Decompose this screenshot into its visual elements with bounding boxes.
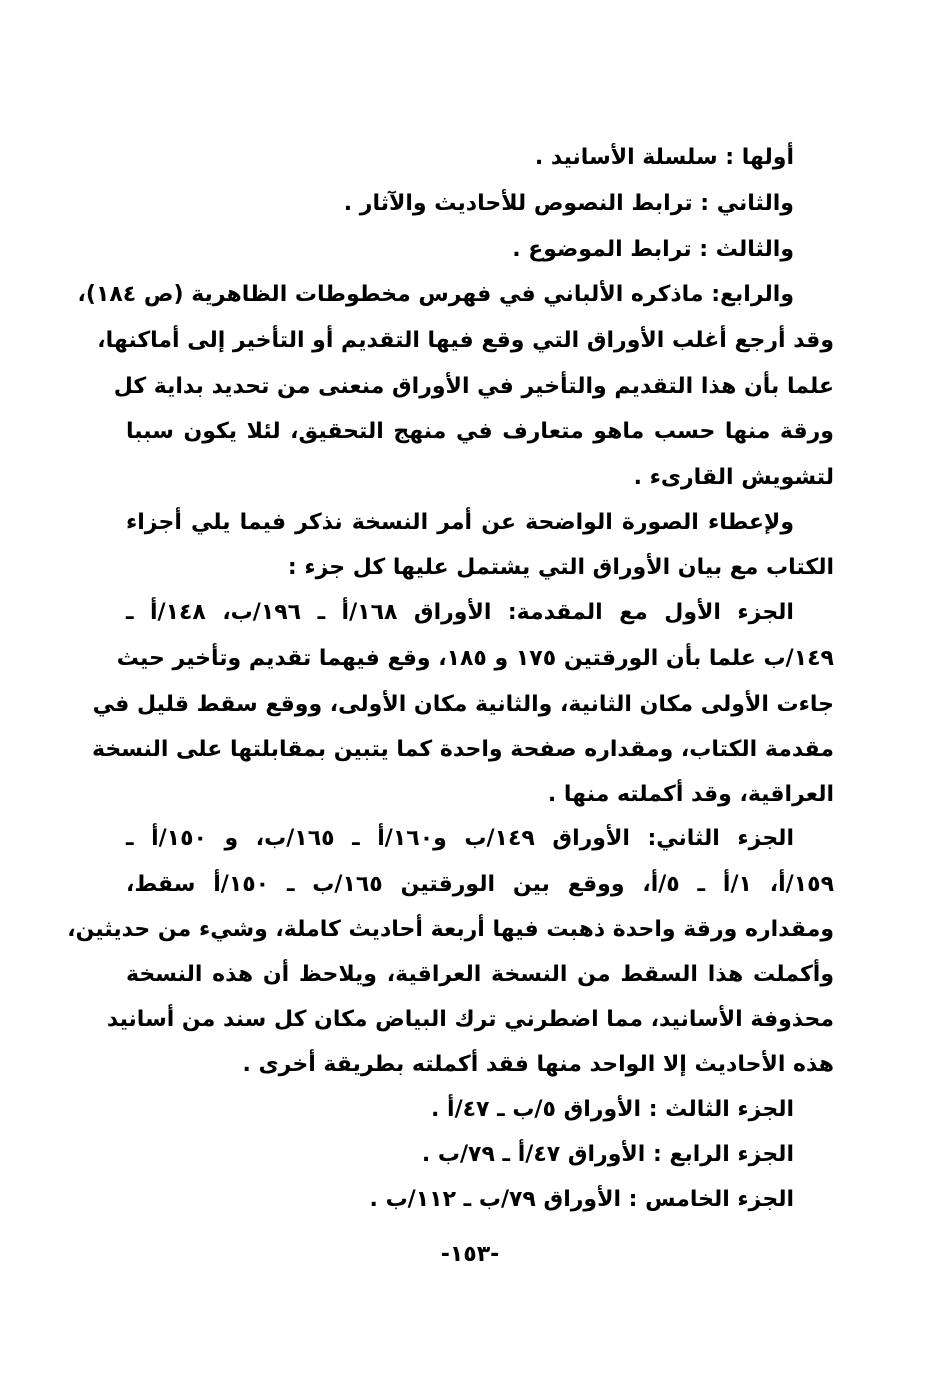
part-one-line: مقدمة الكتاب، ومقداره صفحة واحدة كما يتبين بمقابلتها على النسخة [92,737,834,762]
page-number: -١٥٣- [440,1242,500,1267]
item-second-line: والثاني : ترابط النصوص للأحاديث والآثار . [343,191,794,216]
fourth-paragraph-line: علما بأن هذا التقديم والتأخير في الأوراق منعنى من تحديد بداية كل [113,374,834,399]
intro-paragraph-line: الكتاب مع بيان الأوراق التي يشتمل عليها كل جزء : [287,555,834,580]
part-one-line: جاءت الأولى مكان الثانية، والثانية مكان الأولى، ووقع سقط قليل في [92,692,834,717]
fourth-paragraph-line: والرابع: ماذكره الألباني في فهرس مخطوطات الظاهرية (ص ١٨٤)، [77,282,794,307]
intro-paragraph-line: ولإعطاء الصورة الواضحة عن أمر النسخة نذكر فيما يلي أجزاء [126,510,794,535]
fourth-paragraph-line: وقد أرجع أغلب الأوراق التي وقع فيها التقديم أو التأخير إلى أماكنها، [97,328,834,353]
part-two-line: ومقداره ورقة واحدة ذهبت فيها أربعة أحاديث كاملة، وشيء من حديثين، [67,917,834,942]
item-first-line: أولها : سلسلة الأسانيد . [534,145,794,170]
part-two-line: الجزء الثاني: الأوراق ١٤٩/ب و١٦٠/أ ـ ١٦٥/ب، و ١٥٠/أ ـ [126,826,794,851]
item-third-line: والثالث : ترابط الموضوع . [512,237,794,262]
part-four-line: الجزء الرابع : الأوراق ٤٧/أ ـ ٧٩/ب . [421,1142,794,1167]
part-two-line: هذه الأحاديث إلا الواحد منها فقد أكملته بطريقة أخرى . [242,1052,834,1077]
fourth-paragraph-line: ورقة منها حسب ماهو متعارف في منهج التحقيق، لئلا يكون سببا [126,419,834,444]
fourth-paragraph-line: لتشويش القارىء . [633,465,834,490]
part-one-line: العراقية، وقد أكملته منها . [547,782,834,807]
part-two-line: ١٥٩/أ، ١/أ ـ ٥/أ، ووقع بين الورقتين ١٦٥/ب ـ ١٥٠/أ سقط، [126,872,835,897]
part-three-line: الجزء الثالث : الأوراق ٥/ب ـ ٤٧/أ . [431,1097,794,1122]
part-five-line: الجزء الخامس : الأوراق ٧٩/ب ـ ١١٢/ب . [369,1187,794,1212]
part-two-line: محذوفة الأسانيد، مما اضطرني ترك البياض مكان كل سند من أسانيد [106,1007,834,1032]
part-two-line: وأكملت هذا السقط من النسخة العراقية، ويلاحظ أن هذه النسخة [126,962,834,987]
part-one-line: الجزء الأول مع المقدمة: الأوراق ١٦٨/أ ـ ١٩٦/ب، ١٤٨/أ ـ [126,600,794,625]
part-one-line: ١٤٩/ب علما بأن الورقتين ١٧٥ و ١٨٥، وقع فيهما تقديم وتأخير حيث [116,646,834,671]
